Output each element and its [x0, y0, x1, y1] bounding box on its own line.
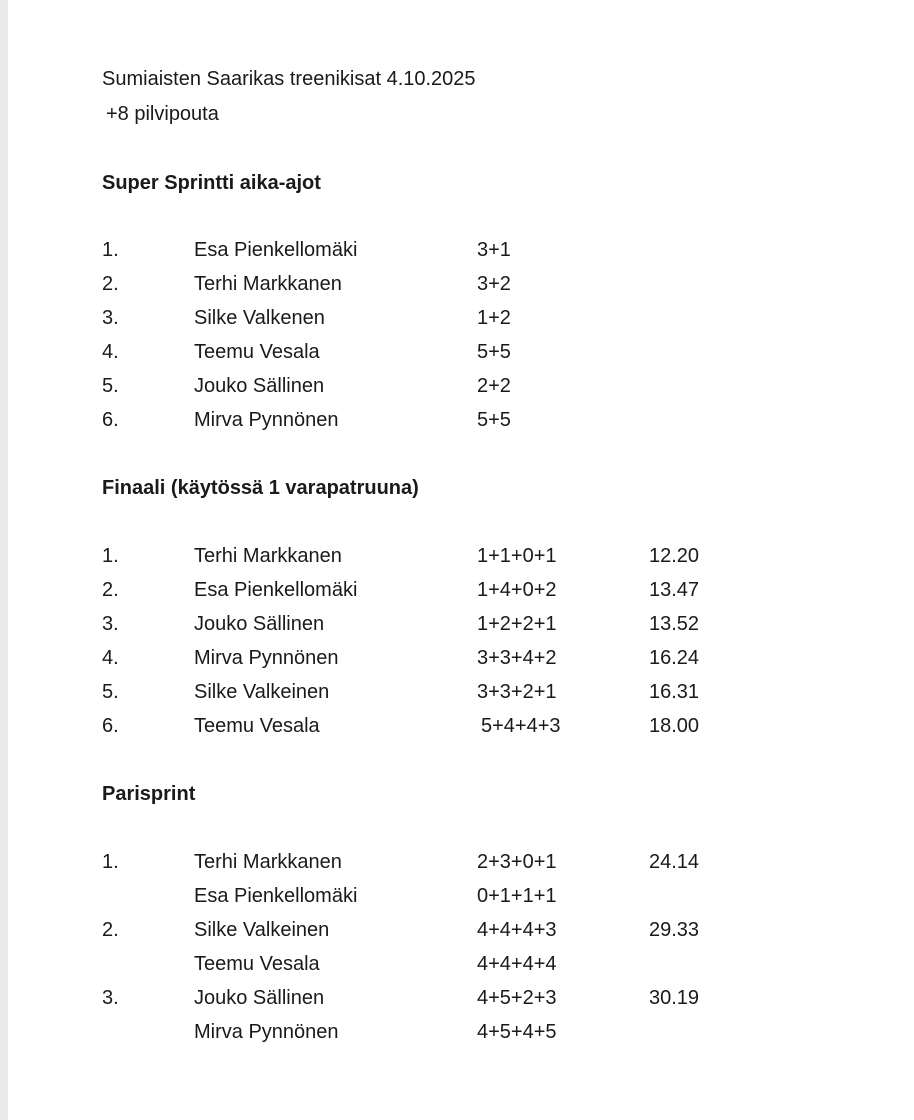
table-row — [8, 850, 914, 874]
table-row — [8, 646, 914, 670]
place: 4. — [102, 341, 119, 363]
shooting-result: 3+1 — [477, 239, 511, 261]
finish-time: 13.52 — [649, 613, 700, 635]
shooting-result: 1+4+0+2 — [477, 579, 557, 601]
competitor-name: Mirva Pynnönen — [194, 1021, 339, 1043]
final-heading: Finaali (käytössä 1 varapatruuna) — [102, 477, 419, 499]
finish-time: 29.33 — [649, 919, 700, 941]
shooting-result: 1+1+0+1 — [477, 545, 557, 567]
shooting-result: 3+3+4+2 — [477, 647, 557, 669]
document-title: Sumiaisten Saarikas treenikisat 4.10.2025 — [102, 68, 476, 90]
shooting-result: 5+5 — [477, 409, 511, 431]
competitor-name: Esa Pienkellomäki — [194, 885, 358, 907]
competitor-name: Esa Pienkellomäki — [194, 579, 358, 601]
table-row — [8, 986, 914, 1010]
place: 3. — [102, 307, 119, 329]
competitor-name: Teemu Vesala — [194, 715, 320, 737]
place: 5. — [102, 681, 119, 703]
place: 1. — [102, 239, 119, 261]
competitor-name: Jouko Sällinen — [194, 613, 325, 635]
place: 3. — [102, 613, 119, 635]
shooting-result: 2+2 — [477, 375, 511, 397]
shooting-result: 3+3+2+1 — [477, 681, 557, 703]
competitor-name: Terhi Markkanen — [194, 545, 342, 567]
competitor-name: Silke Valkeinen — [194, 681, 330, 703]
place: 1. — [102, 851, 119, 873]
table-row — [8, 714, 914, 738]
table-row — [8, 952, 914, 976]
finish-time: 16.24 — [649, 647, 700, 669]
table-row — [8, 918, 914, 942]
table-row — [8, 238, 914, 262]
finish-time: 12.20 — [649, 545, 700, 567]
competitor-name: Jouko Sällinen — [194, 987, 325, 1009]
shooting-result: 3+2 — [477, 273, 511, 295]
competitor-name: Teemu Vesala — [194, 953, 320, 975]
finish-time: 16.31 — [649, 681, 700, 703]
competitor-name: Mirva Pynnönen — [194, 647, 339, 669]
competitor-name: Terhi Markkanen — [194, 273, 342, 295]
competitor-name: Silke Valkeinen — [194, 919, 330, 941]
finish-time: 24.14 — [649, 851, 700, 873]
table-row — [8, 544, 914, 568]
shooting-result: 0+1+1+1 — [477, 885, 557, 907]
shooting-result: 4+4+4+4 — [477, 953, 557, 975]
place: 5. — [102, 375, 119, 397]
place: 2. — [102, 919, 119, 941]
place: 6. — [102, 409, 119, 431]
document-page — [8, 0, 914, 1120]
table-row — [8, 884, 914, 908]
table-row — [8, 340, 914, 364]
table-row — [8, 612, 914, 636]
competitor-name: Jouko Sällinen — [194, 375, 325, 397]
weather-note: +8 pilvipouta — [106, 103, 219, 125]
shooting-result: 4+4+4+3 — [477, 919, 557, 941]
place: 4. — [102, 647, 119, 669]
competitor-name: Terhi Markkanen — [194, 851, 342, 873]
shooting-result: 5+4+4+3 — [481, 715, 561, 737]
table-row — [8, 374, 914, 398]
super-sprint-heading: Super Sprintti aika-ajot — [102, 172, 321, 194]
table-row — [8, 272, 914, 296]
place: 3. — [102, 987, 119, 1009]
competitor-name: Silke Valkenen — [194, 307, 325, 329]
competitor-name: Teemu Vesala — [194, 341, 320, 363]
table-row — [8, 680, 914, 704]
table-row — [8, 1020, 914, 1044]
table-row — [8, 306, 914, 330]
finish-time: 30.19 — [649, 987, 700, 1009]
competitor-name: Mirva Pynnönen — [194, 409, 339, 431]
place: 2. — [102, 579, 119, 601]
shooting-result: 4+5+4+5 — [477, 1021, 557, 1043]
shooting-result: 1+2+2+1 — [477, 613, 557, 635]
shooting-result: 2+3+0+1 — [477, 851, 557, 873]
shooting-result: 5+5 — [477, 341, 511, 363]
competitor-name: Esa Pienkellomäki — [194, 239, 358, 261]
shooting-result: 1+2 — [477, 307, 511, 329]
finish-time: 13.47 — [649, 579, 700, 601]
table-row — [8, 408, 914, 432]
shooting-result: 4+5+2+3 — [477, 987, 557, 1009]
table-row — [8, 578, 914, 602]
finish-time: 18.00 — [649, 715, 700, 737]
place: 2. — [102, 273, 119, 295]
place: 1. — [102, 545, 119, 567]
pair-sprint-heading: Parisprint — [102, 783, 196, 805]
place: 6. — [102, 715, 119, 737]
